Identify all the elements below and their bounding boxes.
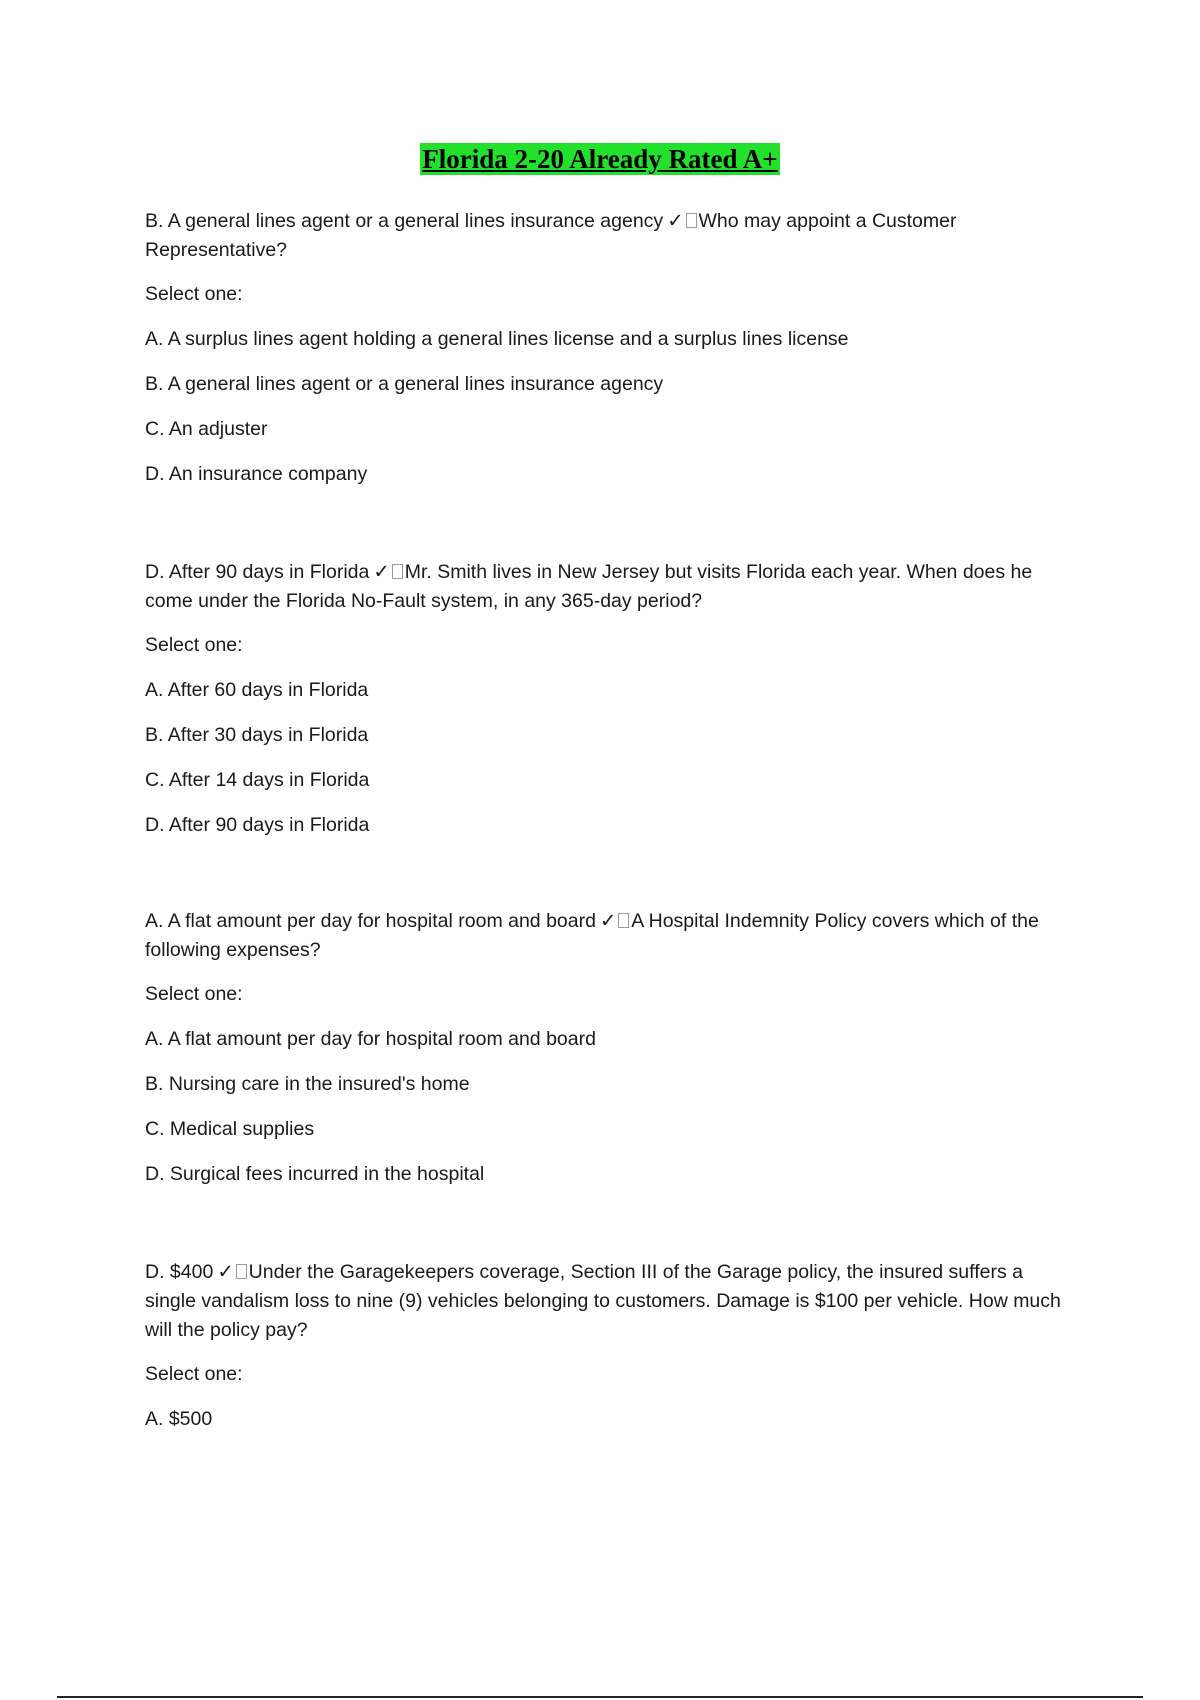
checkbox-glyph-icon	[236, 1264, 247, 1279]
answer-text: A. A flat amount per day for hospital room and board	[145, 910, 596, 932]
question-header	[145, 1258, 1075, 1345]
question-text: Who may appoint a Customer Representative?	[145, 210, 957, 261]
question-block-3	[145, 907, 1075, 1189]
question-block-2	[145, 558, 1075, 840]
option-d: D. After 90 days in Florida	[145, 814, 370, 836]
select-one-label: Select one:	[145, 283, 243, 305]
footer-divider	[57, 1696, 1143, 1698]
checkbox-glyph-icon	[392, 564, 403, 579]
check-icon: ✓	[667, 210, 684, 232]
check-icon: ✓	[599, 910, 617, 932]
option-d: D. An insurance company	[145, 463, 368, 485]
checkbox-glyph-icon	[686, 213, 697, 228]
checkbox-glyph-icon	[618, 913, 629, 928]
option-c: C. An adjuster	[145, 418, 268, 440]
option-a: A. A flat amount per day for hospital room and board	[145, 1028, 596, 1050]
option-b: B. Nursing care in the insured's home	[145, 1073, 470, 1095]
option-a: A. After 60 days in Florida	[145, 679, 369, 701]
option-d: D. Surgical fees incurred in the hospital	[145, 1163, 485, 1185]
answer-text: D. After 90 days in Florida	[145, 561, 370, 583]
answer-text: D. $400	[145, 1261, 214, 1283]
option-c: C. Medical supplies	[145, 1118, 315, 1140]
question-header	[145, 207, 1075, 265]
select-one-label: Select one:	[145, 634, 243, 656]
question-header	[145, 558, 1075, 616]
option-b: B. A general lines agent or a general lines insurance agency	[145, 373, 664, 395]
document-title: Florida 2-20 Already Rated A+	[422, 144, 778, 174]
answer-text: B. A general lines agent or a general lines insurance agency	[145, 210, 664, 232]
question-block-4	[145, 1258, 1075, 1434]
option-c: C. After 14 days in Florida	[145, 769, 370, 791]
option-a: A. A surplus lines agent holding a general lines license and a surplus lines license	[145, 328, 849, 350]
question-block-1	[145, 207, 1075, 489]
check-icon: ✓	[373, 561, 390, 583]
question-text: Under the Garagekeepers coverage, Section III of the Garage policy, the insured suffers a single vandalism loss to nine (9) vehicles belonging to customers. Damage is $100 per vehicle. How much will the policy pay?	[145, 1261, 1061, 1341]
title-container	[0, 143, 1200, 175]
option-b: B. After 30 days in Florida	[145, 724, 369, 746]
check-icon: ✓	[217, 1261, 234, 1283]
question-header	[145, 907, 1075, 965]
select-one-label: Select one:	[145, 1363, 243, 1385]
question-text: A Hospital Indemnity Policy covers which of the following expenses?	[145, 910, 1039, 961]
option-a: A. $500	[145, 1408, 213, 1430]
question-text: Mr. Smith lives in New Jersey but visits Florida each year. When does he come under the Florida No-Fault system, in any 365-day period?	[145, 561, 1033, 612]
select-one-label: Select one:	[145, 983, 243, 1005]
